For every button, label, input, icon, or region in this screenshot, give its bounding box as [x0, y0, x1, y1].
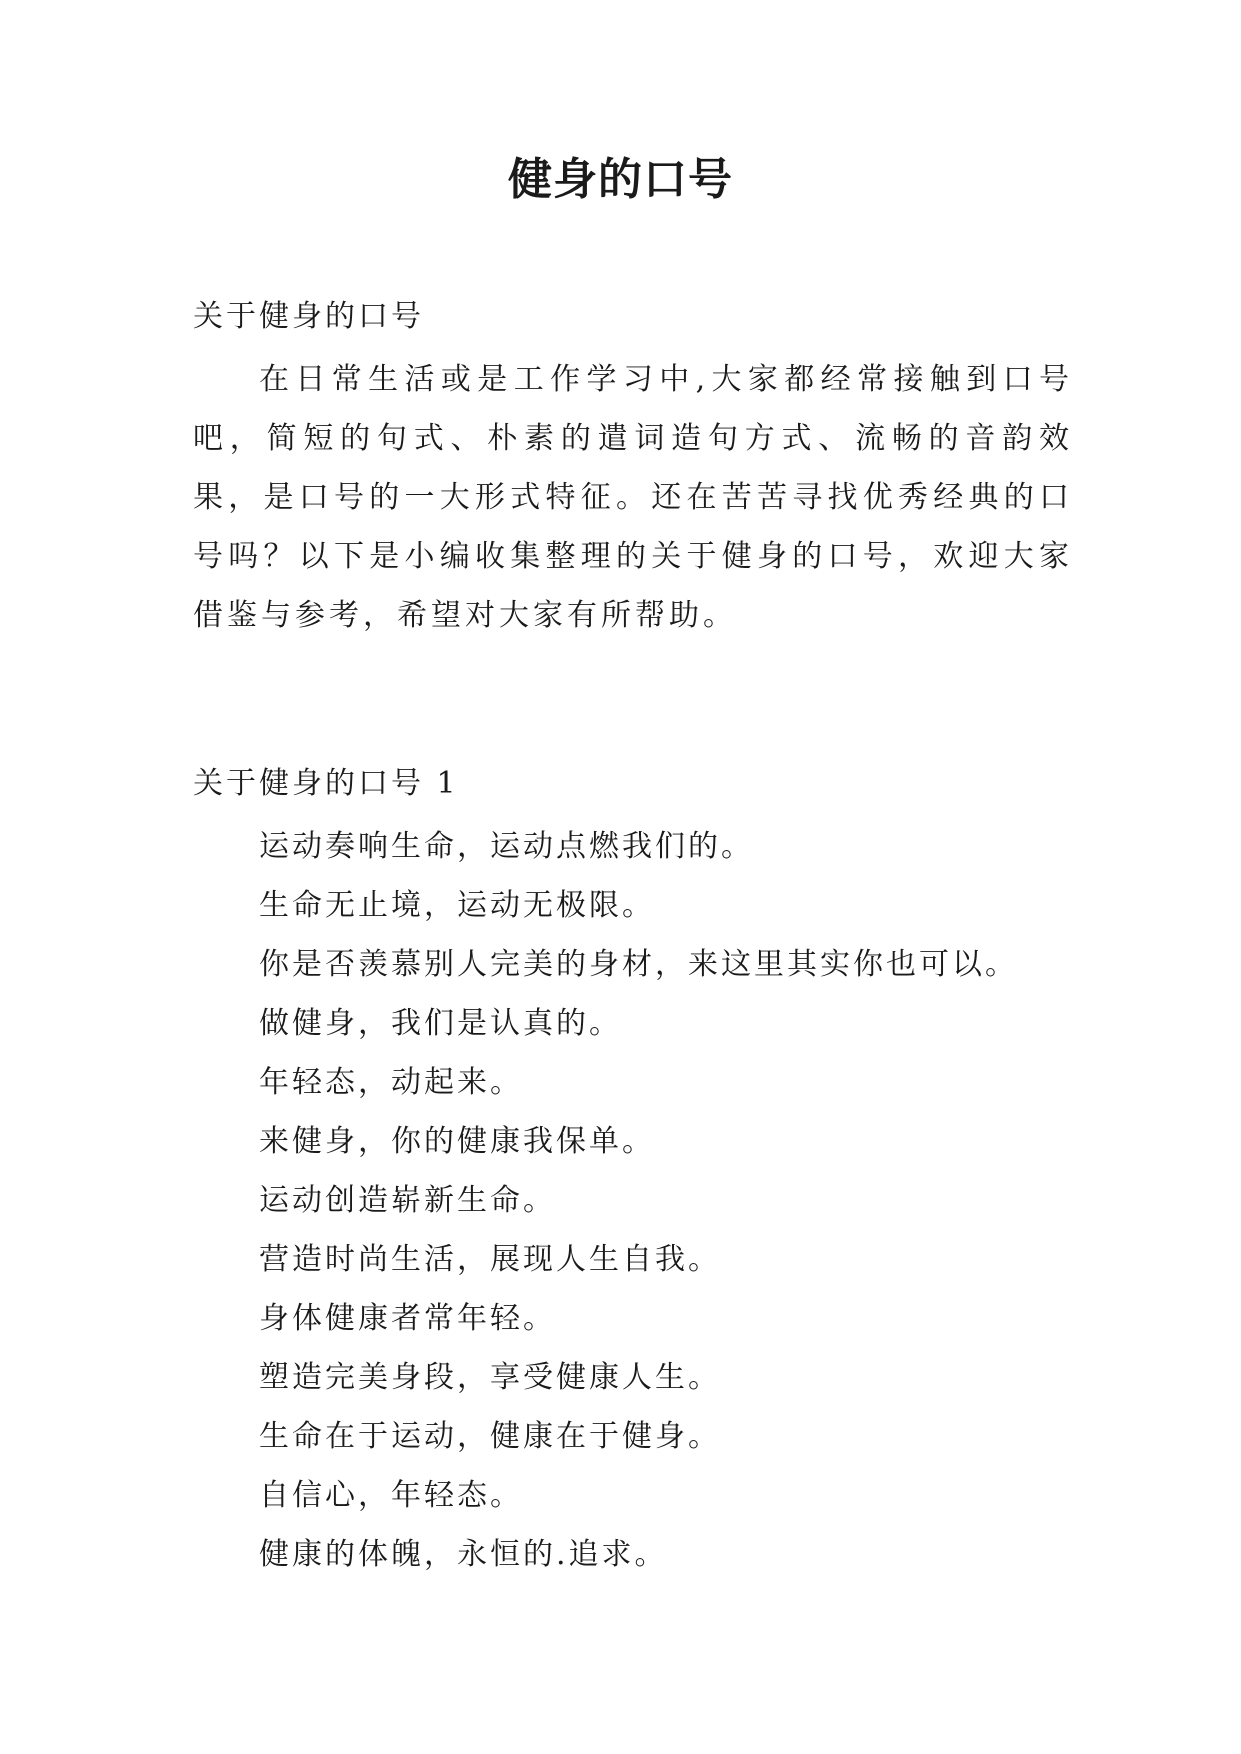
slogan-item: 塑造完美身段，享受健康人生。 — [259, 1360, 721, 1395]
intro-paragraph: 在日常生活或是工作学习中,大家都经常接触到口号吧，简短的句式、朴素的遣词造句方式、流畅的音韵效果，是口号的一大形式特征。还在苦苦寻找优秀经典的口号吗？以下是小编收集整理的关于健身的口号，欢迎大家借鉴与参考，希望对大家有所帮助。 — [193, 362, 1073, 633]
slogan-item: 健康的体魄，永恒的.追求。 — [259, 1537, 668, 1572]
slogan-item: 来健身，你的健康我保单。 — [259, 1124, 655, 1159]
document-title: 健身的口号 — [508, 154, 733, 205]
slogan-item: 你是否羡慕别人完美的身材，来这里其实你也可以。 — [259, 947, 1018, 982]
slogan-item: 年轻态，动起来。 — [259, 1065, 523, 1100]
slogan-item: 生命无止境，运动无极限。 — [259, 888, 655, 923]
slogan-item: 生命在于运动，健康在于健身。 — [259, 1419, 721, 1454]
slogan-item: 做健身，我们是认真的。 — [259, 1006, 622, 1041]
slogan-item: 运动奏响生命，运动点燃我们的。 — [259, 829, 754, 864]
slogan-item: 身体健康者常年轻。 — [259, 1301, 556, 1336]
intro-heading: 关于健身的口号 — [193, 299, 424, 334]
slogan-item: 营造时尚生活，展现人生自我。 — [259, 1242, 721, 1277]
slogan-item: 自信心，年轻态。 — [259, 1478, 523, 1513]
section-heading: 关于健身的口号 1 — [193, 766, 459, 801]
slogan-list — [259, 817, 1018, 1584]
slogan-item: 运动创造崭新生命。 — [259, 1183, 556, 1218]
